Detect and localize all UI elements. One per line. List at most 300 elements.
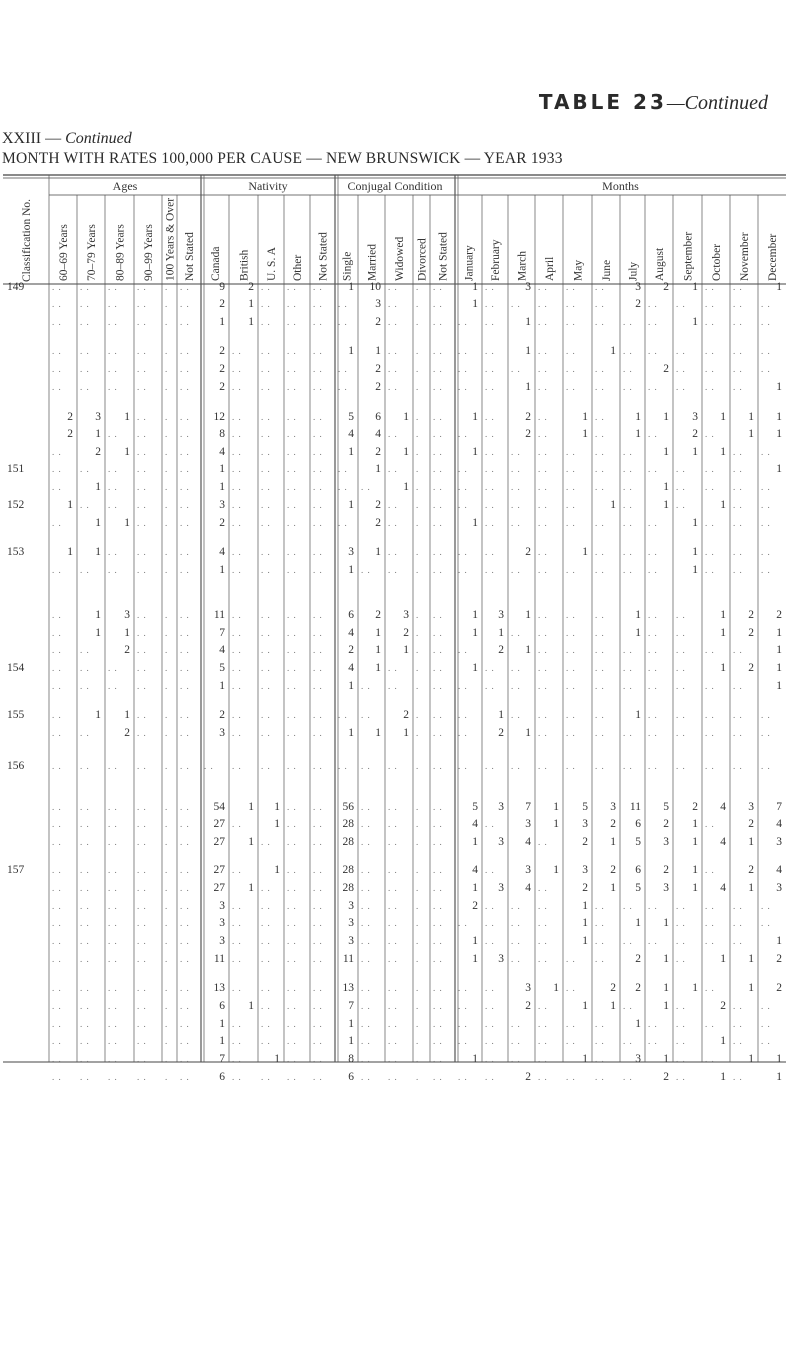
leader-dots: . . — [52, 865, 62, 875]
leader-dots: . — [416, 282, 420, 292]
leader-dots: . . — [511, 936, 521, 946]
leader-dots: . . — [313, 464, 323, 474]
leader-dots: . . — [388, 565, 398, 575]
table-cell: 3 — [525, 864, 531, 876]
leader-dots: . . — [180, 710, 190, 720]
leader-dots: . . — [538, 464, 548, 474]
leader-dots: . . — [433, 865, 443, 875]
leader-dots: . . — [313, 1072, 323, 1082]
leader-dots: . . — [511, 364, 521, 374]
leader-dots: . . — [705, 936, 715, 946]
table-cell: 1 — [776, 381, 782, 393]
table-cell: 2 — [663, 864, 669, 876]
column-header-september: September — [682, 231, 695, 281]
table-cell: 5 — [663, 801, 669, 813]
leader-dots: . . — [137, 482, 147, 492]
table-cell: 1 — [472, 953, 478, 965]
table-cell: 1 — [274, 864, 280, 876]
leader-dots: . . — [52, 1036, 62, 1046]
leader-dots: . . — [361, 1019, 371, 1029]
table-cell: 1 — [219, 1018, 225, 1030]
leader-dots: . . — [313, 482, 323, 492]
table-cell: 2 — [219, 345, 225, 357]
column-header-december: December — [767, 233, 779, 281]
leader-dots: . . — [287, 983, 297, 993]
table-cell: 11 — [213, 609, 225, 621]
table-cell: 1 — [692, 836, 698, 848]
table-cell: 1 — [692, 882, 698, 894]
leader-dots: . . — [388, 761, 398, 771]
column-header-90-99-years: 90–99 Years — [143, 224, 155, 281]
leader-dots: . . — [180, 282, 190, 292]
leader-dots: . . — [595, 1054, 605, 1064]
leader-dots: . . — [676, 954, 686, 964]
leader-dots: . — [165, 628, 169, 638]
leader-dots: . . — [485, 901, 495, 911]
table-cell: 5 — [635, 882, 641, 894]
leader-dots: . . — [80, 865, 90, 875]
leader-dots: . . — [733, 518, 743, 528]
table-cell: 3 — [498, 836, 504, 848]
leader-dots: . . — [52, 761, 62, 771]
leader-dots: . . — [80, 1001, 90, 1011]
leader-dots: . . — [361, 1036, 371, 1046]
table-cell: 1 — [348, 564, 354, 576]
leader-dots: . . — [485, 299, 495, 309]
leader-dots: . . — [137, 464, 147, 474]
leader-dots: . . — [733, 565, 743, 575]
table-cell: 4 — [375, 428, 381, 440]
leader-dots: . — [416, 547, 420, 557]
leader-dots: . . — [108, 901, 118, 911]
table-cell: 5 — [582, 801, 588, 813]
table-cell: 1 — [403, 727, 409, 739]
leader-dots: . . — [388, 364, 398, 374]
leader-dots: . . — [485, 1001, 495, 1011]
leader-dots: . . — [433, 728, 443, 738]
leader-dots: . . — [485, 317, 495, 327]
table-cell: 3 — [663, 836, 669, 848]
leader-dots: . . — [180, 299, 190, 309]
table-cell: 3 — [95, 411, 101, 423]
table-cell: 3 — [663, 882, 669, 894]
leader-dots: . — [165, 728, 169, 738]
table-cell: 4 — [776, 864, 782, 876]
leader-dots: . . — [761, 1036, 771, 1046]
leader-dots: . — [165, 282, 169, 292]
column-header-may: May — [572, 259, 585, 281]
leader-dots: . — [416, 299, 420, 309]
leader-dots: . . — [180, 865, 190, 875]
leader-dots: . . — [433, 299, 443, 309]
table-cell: 6 — [635, 864, 641, 876]
leader-dots: . . — [180, 1019, 190, 1029]
leader-dots: . . — [433, 482, 443, 492]
leader-dots: . . — [458, 429, 468, 439]
leader-dots: . . — [108, 482, 118, 492]
leader-dots: . . — [180, 429, 190, 439]
leader-dots: . . — [538, 412, 548, 422]
table-cell: 1 — [692, 982, 698, 994]
table-cell: 1 — [776, 428, 782, 440]
leader-dots: . . — [261, 710, 271, 720]
leader-dots: . . — [511, 918, 521, 928]
leader-dots: . . — [338, 382, 348, 392]
leader-dots: . . — [80, 681, 90, 691]
table-cell: 1 — [692, 546, 698, 558]
table-cell: 1 — [582, 917, 588, 929]
leader-dots: . . — [261, 610, 271, 620]
leader-dots: . . — [80, 936, 90, 946]
leader-dots: . . — [287, 1072, 297, 1082]
leader-dots: . . — [595, 728, 605, 738]
table-cell: 3 — [635, 281, 641, 293]
leader-dots: . . — [232, 500, 242, 510]
leader-dots: . — [165, 447, 169, 457]
leader-dots: . . — [705, 1054, 715, 1064]
table-cell: 4 — [720, 882, 726, 894]
leader-dots: . . — [485, 482, 495, 492]
leader-dots: . . — [761, 299, 771, 309]
leader-dots: . . — [538, 1054, 548, 1064]
table-cell: 3 — [582, 818, 588, 830]
leader-dots: . . — [761, 1019, 771, 1029]
leader-dots: . . — [204, 761, 214, 771]
leader-dots: . . — [361, 918, 371, 928]
table-cell: 1 — [663, 953, 669, 965]
leader-dots: . . — [566, 346, 576, 356]
leader-dots: . . — [108, 346, 118, 356]
section-number: XXIII — — [2, 130, 62, 147]
table-cell: 11 — [213, 953, 225, 965]
leader-dots: . . — [433, 518, 443, 528]
leader-dots: . . — [137, 1054, 147, 1064]
table-cell: 1 — [720, 499, 726, 511]
leader-dots: . . — [287, 1054, 297, 1064]
table-cell: 1 — [610, 499, 616, 511]
leader-dots: . . — [761, 482, 771, 492]
table-cell: 3 — [348, 917, 354, 929]
leader-dots: . . — [52, 447, 62, 457]
leader-dots: . — [416, 883, 420, 893]
table-cell: 1 — [472, 281, 478, 293]
leader-dots: . . — [388, 936, 398, 946]
leader-dots: . . — [287, 1036, 297, 1046]
leader-dots: . . — [433, 610, 443, 620]
leader-dots: . . — [623, 681, 633, 691]
leader-dots: . . — [180, 837, 190, 847]
table-cell: 1 — [375, 662, 381, 674]
leader-dots: . . — [108, 837, 118, 847]
leader-dots: . . — [595, 1036, 605, 1046]
leader-dots: . . — [80, 761, 90, 771]
leader-dots: . — [416, 918, 420, 928]
leader-dots: . . — [485, 1019, 495, 1029]
leader-dots: . . — [137, 936, 147, 946]
leader-dots: . . — [287, 382, 297, 392]
leader-dots: . . — [538, 918, 548, 928]
leader-dots: . . — [232, 1036, 242, 1046]
leader-dots: . . — [180, 728, 190, 738]
table-cell: 1 — [348, 345, 354, 357]
leader-dots: . . — [232, 547, 242, 557]
table-cell: 1 — [95, 609, 101, 621]
section-continued: Continued — [65, 130, 132, 147]
leader-dots: . . — [538, 447, 548, 457]
leader-dots: . — [416, 837, 420, 847]
table-cell: 1 — [582, 900, 588, 912]
leader-dots: . . — [458, 500, 468, 510]
table-cell: 2 — [663, 363, 669, 375]
table-cell: 1 — [348, 499, 354, 511]
table-cell: 1 — [375, 644, 381, 656]
leader-dots: . . — [761, 346, 771, 356]
leader-dots: . . — [313, 565, 323, 575]
leader-dots: . . — [648, 610, 658, 620]
table-cell: 1 — [525, 345, 531, 357]
leader-dots: . . — [388, 547, 398, 557]
leader-dots: . — [416, 663, 420, 673]
leader-dots: . . — [52, 518, 62, 528]
leader-dots: . . — [287, 500, 297, 510]
table-cell: 2 — [219, 363, 225, 375]
leader-dots: . . — [232, 954, 242, 964]
leader-dots: . . — [313, 645, 323, 655]
leader-dots: . . — [705, 645, 715, 655]
table-cell: 2 — [663, 1071, 669, 1083]
table-cell: 1 — [525, 727, 531, 739]
leader-dots: . — [416, 1001, 420, 1011]
leader-dots: . . — [388, 1054, 398, 1064]
table-cell: 2 — [375, 363, 381, 375]
table-cell: 3 — [635, 1053, 641, 1065]
leader-dots: . . — [705, 1019, 715, 1029]
table-cell: 1 — [525, 609, 531, 621]
leader-dots: . . — [137, 299, 147, 309]
table-cell: 1 — [748, 882, 754, 894]
leader-dots: . . — [180, 547, 190, 557]
leader-dots: . . — [676, 728, 686, 738]
table-cell: 1 — [67, 499, 73, 511]
leader-dots: . — [165, 802, 169, 812]
leader-dots: . — [165, 1019, 169, 1029]
leader-dots: . . — [433, 761, 443, 771]
leader-dots: . . — [180, 954, 190, 964]
leader-dots: . . — [261, 447, 271, 457]
leader-dots: . . — [287, 464, 297, 474]
leader-dots: . . — [108, 954, 118, 964]
leader-dots: . — [416, 710, 420, 720]
leader-dots: . . — [595, 447, 605, 457]
table-cell: 2 — [525, 1000, 531, 1012]
leader-dots: . . — [108, 299, 118, 309]
leader-dots: . . — [538, 628, 548, 638]
leader-dots: . . — [458, 645, 468, 655]
table-cell: 1 — [219, 680, 225, 692]
leader-dots: . . — [137, 282, 147, 292]
leader-dots: . — [416, 518, 420, 528]
leader-dots: . . — [232, 936, 242, 946]
leader-dots: . . — [705, 681, 715, 691]
leader-dots: . . — [485, 429, 495, 439]
table-cell: 1 — [635, 709, 641, 721]
leader-dots: . . — [538, 500, 548, 510]
leader-dots: . . — [511, 500, 521, 510]
leader-dots: . . — [52, 883, 62, 893]
leader-dots: . . — [595, 518, 605, 528]
leader-dots: . . — [676, 482, 686, 492]
leader-dots: . . — [538, 299, 548, 309]
leader-dots: . . — [538, 482, 548, 492]
leader-dots: . . — [566, 500, 576, 510]
table-cell: 1 — [663, 917, 669, 929]
leader-dots: . . — [137, 547, 147, 557]
leader-dots: . . — [108, 547, 118, 557]
table-cell: 2 — [748, 662, 754, 674]
leader-dots: . . — [137, 610, 147, 620]
table-cell: 2 — [635, 298, 641, 310]
leader-dots: . . — [705, 346, 715, 356]
table-cell: 2 — [472, 900, 478, 912]
table-cell: 6 — [219, 1071, 225, 1083]
leader-dots: . . — [261, 1019, 271, 1029]
leader-dots: . . — [458, 983, 468, 993]
table-cell: 1 — [95, 709, 101, 721]
leader-dots: . . — [52, 364, 62, 374]
table-cell: 1 — [274, 818, 280, 830]
leader-dots: . . — [232, 918, 242, 928]
leader-dots: . . — [733, 500, 743, 510]
table-cell: 2 — [124, 727, 130, 739]
leader-dots: . . — [623, 464, 633, 474]
leader-dots: . . — [733, 681, 743, 691]
leader-dots: . . — [261, 728, 271, 738]
leader-dots: . . — [433, 346, 443, 356]
leader-dots: . . — [676, 710, 686, 720]
leader-dots: . . — [538, 1001, 548, 1011]
table-cell: 28 — [342, 882, 354, 894]
leader-dots: . . — [52, 710, 62, 720]
leader-dots: . . — [595, 710, 605, 720]
table-cell: 1 — [248, 836, 254, 848]
leader-dots: . . — [52, 299, 62, 309]
leader-dots: . . — [232, 346, 242, 356]
table-cell: 1 — [553, 982, 559, 994]
leader-dots: . . — [232, 482, 242, 492]
leader-dots: . . — [137, 1001, 147, 1011]
leader-dots: . — [416, 983, 420, 993]
leader-dots: . . — [287, 954, 297, 964]
leader-dots: . . — [433, 1001, 443, 1011]
table-cell: 3 — [748, 801, 754, 813]
table-continued: —Continued — [666, 92, 768, 114]
table-cell: 1 — [610, 345, 616, 357]
leader-dots: . . — [388, 865, 398, 875]
table-cell: 4 — [348, 428, 354, 440]
leader-dots: . — [165, 382, 169, 392]
leader-dots: . — [165, 645, 169, 655]
table-cell: 3 — [776, 882, 782, 894]
leader-dots: . — [165, 1036, 169, 1046]
leader-dots: . . — [80, 1019, 90, 1029]
table-cell: 2 — [610, 818, 616, 830]
leader-dots: . . — [595, 299, 605, 309]
leader-dots: . . — [388, 681, 398, 691]
leader-dots: . . — [648, 1036, 658, 1046]
leader-dots: . . — [538, 429, 548, 439]
leader-dots: . . — [232, 565, 242, 575]
leader-dots: . . — [676, 1072, 686, 1082]
leader-dots: . . — [232, 1054, 242, 1064]
leader-dots: . . — [648, 382, 658, 392]
table-cell: 3 — [525, 818, 531, 830]
leader-dots: . — [165, 565, 169, 575]
leader-dots: . . — [137, 819, 147, 829]
leader-dots: . . — [52, 663, 62, 673]
leader-dots: . . — [566, 482, 576, 492]
leader-dots: . . — [485, 447, 495, 457]
column-header-80-89-years: 80–89 Years — [114, 224, 127, 281]
leader-dots: . . — [623, 447, 633, 457]
leader-dots: . . — [511, 1019, 521, 1029]
leader-dots: . . — [538, 1019, 548, 1029]
table-cell: 1 — [692, 564, 698, 576]
leader-dots: . . — [180, 382, 190, 392]
table-cell: 1 — [582, 411, 588, 423]
leader-dots: . . — [433, 500, 443, 510]
leader-dots: . . — [52, 901, 62, 911]
leader-dots: . . — [511, 299, 521, 309]
leader-dots: . . — [287, 547, 297, 557]
leader-dots: . . — [566, 282, 576, 292]
leader-dots: . . — [676, 1019, 686, 1029]
column-header-other: Other — [292, 254, 304, 281]
leader-dots: . . — [313, 681, 323, 691]
leader-dots: . . — [108, 802, 118, 812]
leader-dots: . . — [261, 547, 271, 557]
leader-dots: . . — [361, 710, 371, 720]
table-cell: 1 — [635, 428, 641, 440]
leader-dots: . . — [705, 282, 715, 292]
leader-dots: . . — [538, 761, 548, 771]
leader-dots: . — [416, 936, 420, 946]
leader-dots: . . — [313, 1001, 323, 1011]
leader-dots: . . — [648, 518, 658, 528]
leader-dots: . — [165, 681, 169, 691]
leader-dots: . . — [180, 364, 190, 374]
leader-dots: . . — [595, 429, 605, 439]
leader-dots: . . — [287, 482, 297, 492]
leader-dots: . . — [313, 837, 323, 847]
table-cell: 7 — [219, 1053, 225, 1065]
table-cell: 1 — [472, 411, 478, 423]
leader-dots: . . — [180, 346, 190, 356]
leader-dots: . . — [511, 628, 521, 638]
leader-dots: . . — [511, 954, 521, 964]
leader-dots: . . — [313, 865, 323, 875]
leader-dots: . — [416, 1019, 420, 1029]
table-cell: 2 — [498, 644, 504, 656]
leader-dots: . . — [538, 710, 548, 720]
group-header-months: Months — [602, 179, 639, 193]
leader-dots: . . — [433, 1036, 443, 1046]
leader-dots: . . — [108, 819, 118, 829]
leader-dots: . . — [733, 317, 743, 327]
table-cell: 2 — [525, 411, 531, 423]
leader-dots: . . — [52, 317, 62, 327]
table-cell: 4 — [472, 818, 478, 830]
leader-dots: . . — [361, 865, 371, 875]
